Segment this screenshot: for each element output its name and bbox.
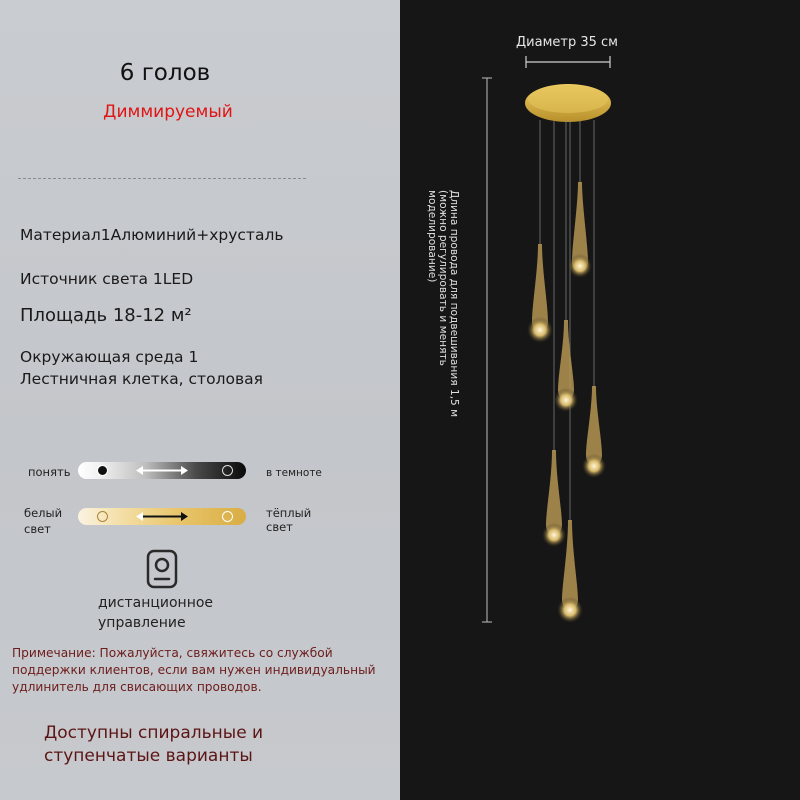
wire-length-label	[426, 190, 460, 455]
diameter-dimension-line	[526, 56, 610, 68]
availability-text	[44, 722, 263, 768]
brightness-high-label: в темноте	[266, 467, 322, 479]
remote-control-icon	[146, 549, 178, 589]
drop-pendant-1	[568, 182, 592, 278]
color-warm-label-line2: свет	[266, 520, 293, 534]
drop-pendant-3	[554, 320, 578, 412]
double-arrow-icon	[136, 466, 188, 475]
color-temperature-slider[interactable]	[78, 508, 246, 525]
remote-label-line1: дистанционное	[98, 595, 214, 611]
divider	[18, 178, 306, 179]
pendant-lamp-illustration	[400, 0, 800, 800]
remote-control-label	[98, 593, 213, 633]
material-spec: Материал1Алюминий+хрусталь	[20, 226, 284, 244]
brightness-slider[interactable]	[78, 462, 246, 479]
double-arrow-icon	[136, 512, 188, 521]
color-warm-label-line1: тёплый	[266, 506, 312, 520]
availability-line2: ступенчатые варианты	[44, 746, 253, 766]
dimmable-label: Диммируемый	[103, 102, 233, 122]
environment-spec-line1: Окружающая среда 1	[20, 348, 199, 366]
environment-spec-line2: Лестничная клетка, столовая	[20, 370, 263, 388]
brightness-knob-dark	[222, 465, 233, 476]
diameter-label: Диаметр 35 см	[516, 35, 618, 50]
color-white-label-line1: белый	[24, 506, 63, 520]
wire-length-text: Длина провода для подвешивания 1,5 м (можно регулировать и менять моделирование)	[426, 190, 460, 418]
remote-label-line2: управление	[98, 615, 186, 631]
brightness-low-label: понять	[28, 465, 71, 479]
note-text: Примечание: Пожалуйста, свяжитесь со службой поддержки клиентов, если вам нужен индивидуальный удлинитель для свисающих проводов.	[12, 646, 376, 694]
color-white-label-line2: свет	[24, 522, 51, 536]
color-knob-warm	[222, 511, 233, 522]
brightness-knob-light	[97, 465, 108, 476]
availability-line1: Доступны спиральные и	[44, 723, 264, 743]
drop-pendant-5	[542, 450, 566, 547]
area-spec: Площадь 18-12 м²	[20, 305, 192, 326]
heads-title: 6 голов	[119, 60, 211, 86]
wire-length-dimension-line	[482, 78, 492, 622]
drop-pendant-4	[582, 386, 606, 478]
light-source-spec: Источник света 1LED	[20, 270, 194, 288]
color-knob-white	[97, 511, 108, 522]
drop-pendant-2	[527, 244, 553, 343]
